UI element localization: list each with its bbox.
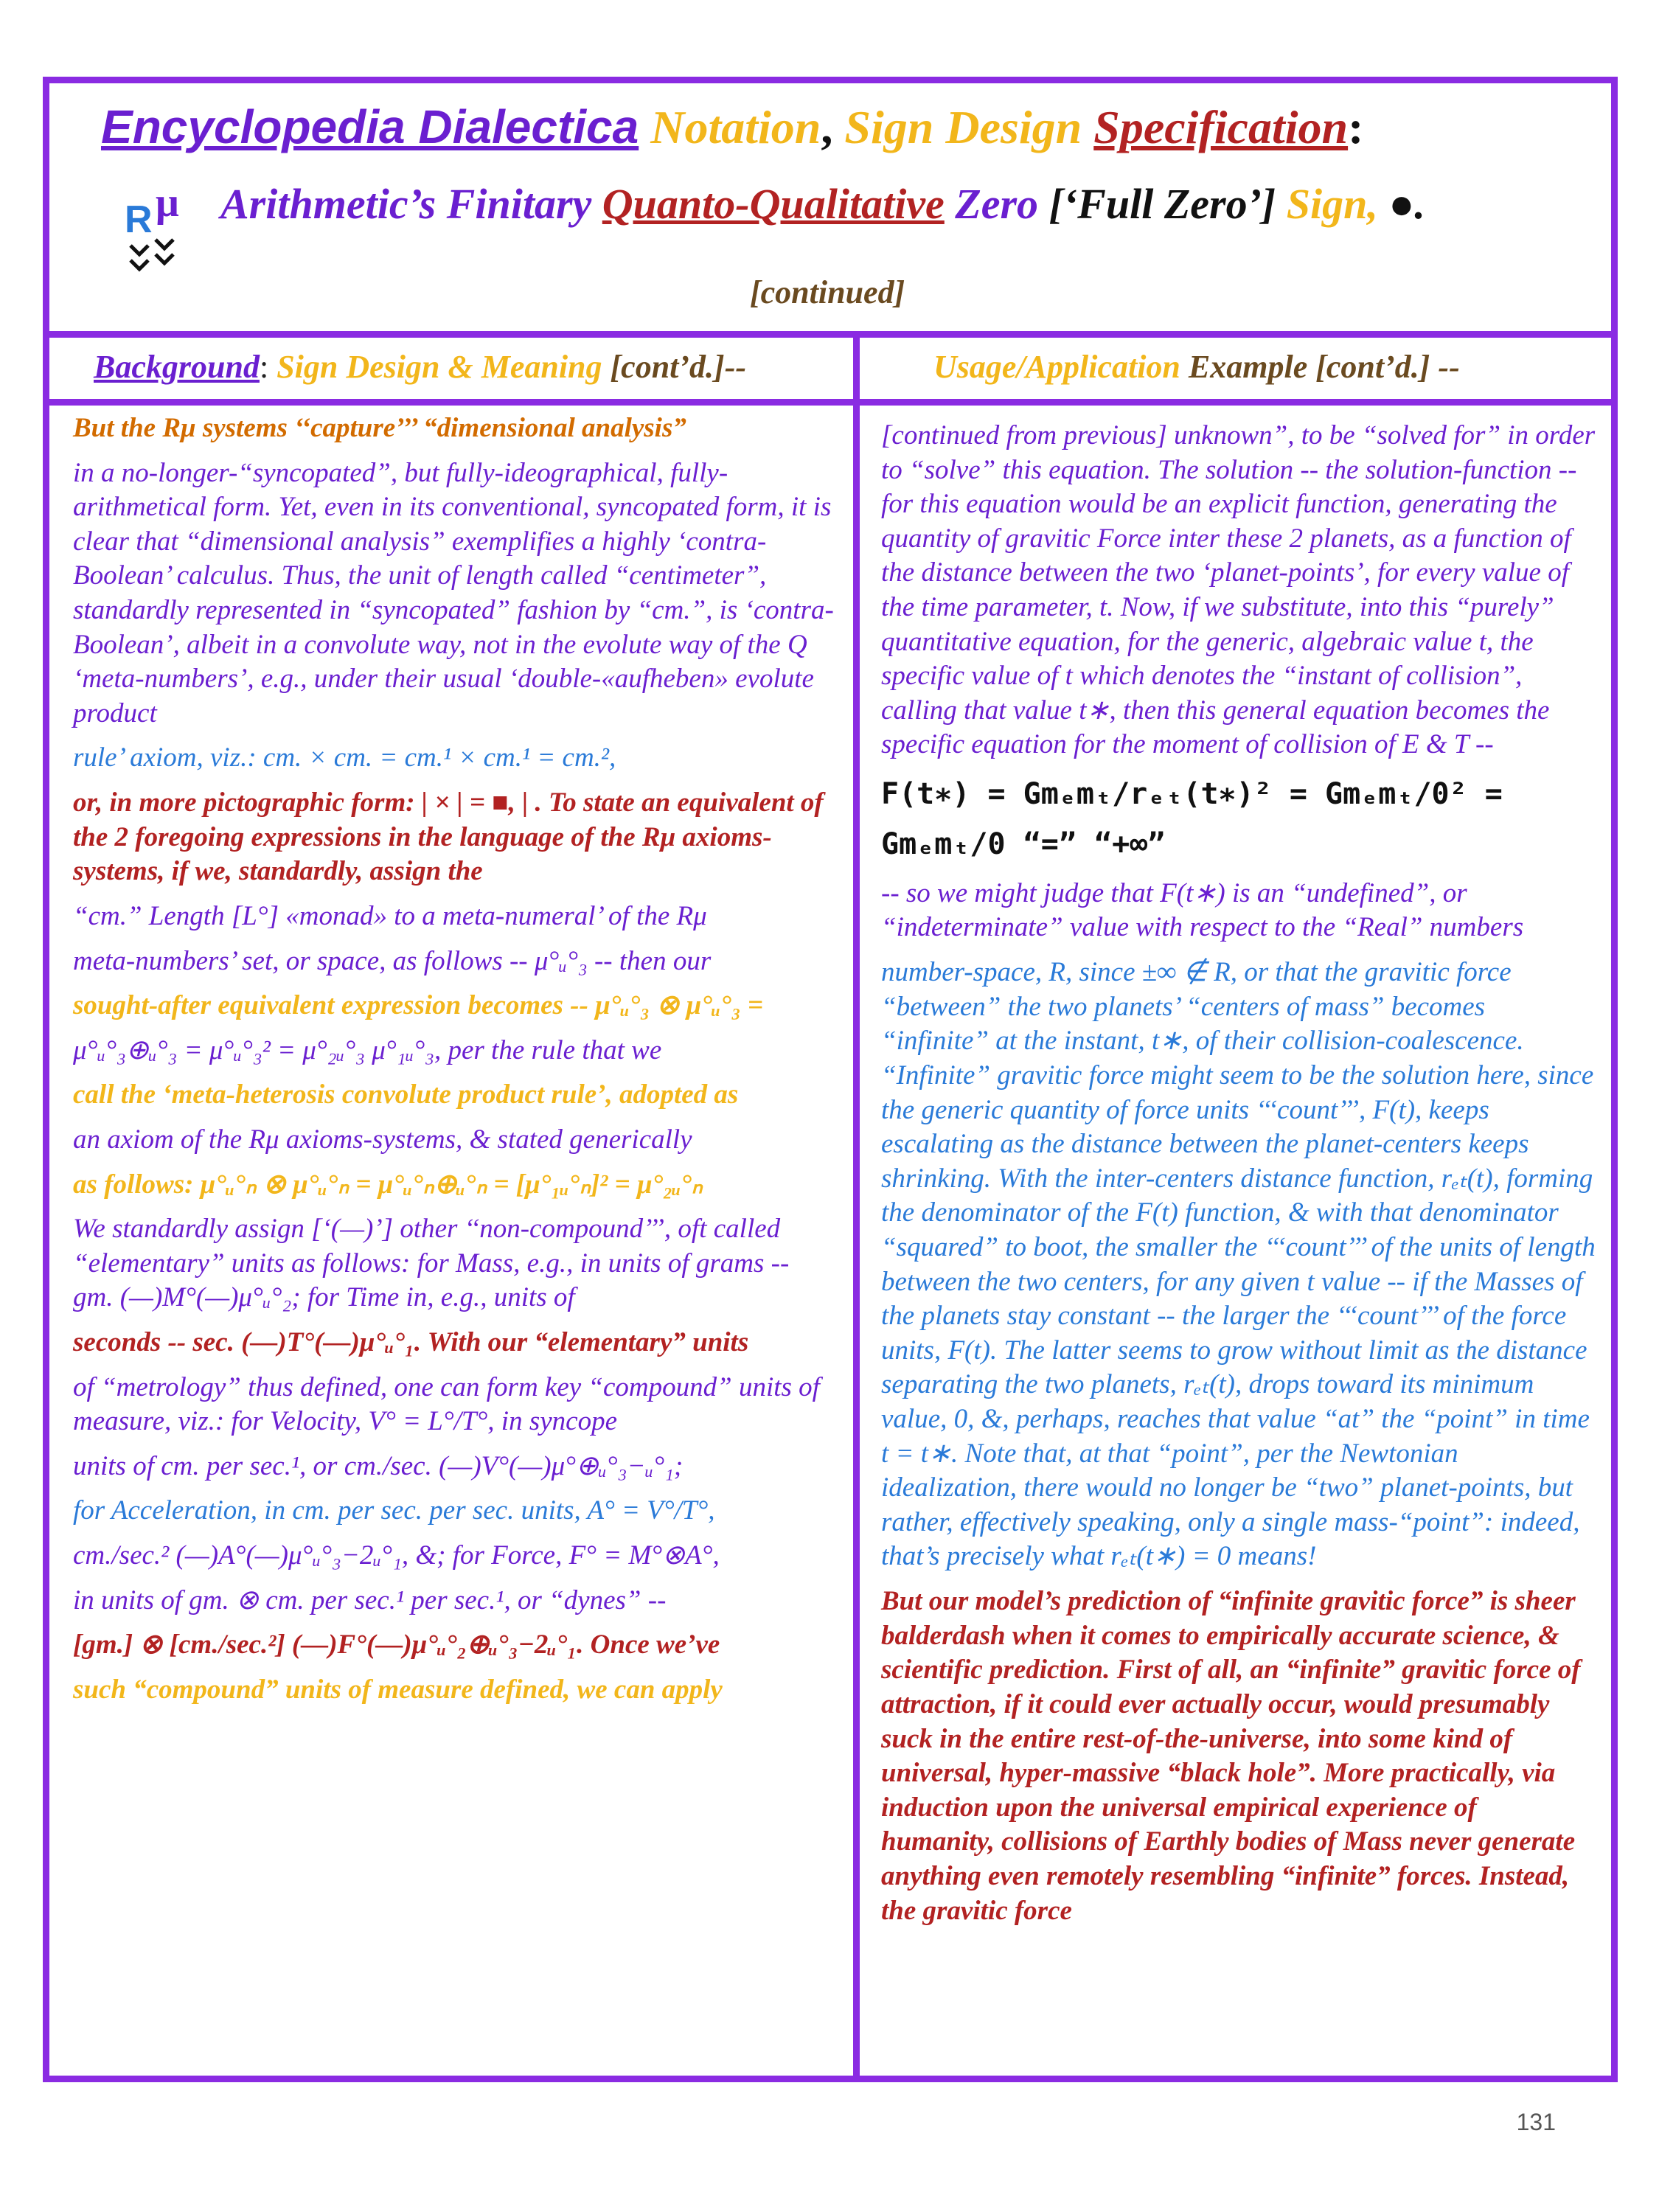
left-paragraph [73, 1123, 834, 1158]
left-paragraph [73, 1628, 834, 1663]
left-paragraph [73, 1494, 834, 1528]
right-text: [continued from previous] unknown”, to be “solved for” in order to “solve” this equation. The solution -- the solution-function -- for this equation would be an explicit function, generating the quantity of gravitic Force inter these 2 planets, as a function of the distance between the two ‘planet-points’, for every value of the time parameter, t. Now, if we substitute, into this “purely” quantitative equation, for the generic, algebraic value t, the specific value of t which denotes the “instant of collision”, calling that value t∗, then this general equation becomes the specific equation for the moment of collision of E & T -- [881, 420, 1596, 760]
right-paragraph [881, 1585, 1596, 1928]
right-text: -- so we might judge that F(t∗) is an “undefined”, or “indeterminate” value with respect to the “Real” numbers [881, 877, 1524, 943]
header-example: Example [1188, 349, 1308, 385]
right-text: But our model’s prediction of “infinite gravitic force” is sheer balderdash when it comes to empirically accurate science, & scientific prediction. First of all, an “infinite” gravitic force of attraction, if it could ever actually occur, would presumably suck in the entire rest-of-the-universe, into some kind of universal, hyper-massive “black hole”. More practically, via induction upon the universal empirical experience of humanity, collisions of Earthly bodies of Mass never generate anything even remotely resembling “infinite” forces. Instead, the gravitic force [881, 1586, 1581, 1926]
column-divider [853, 338, 860, 2076]
left-line: as follows: μ°ᵤ°ₙ ⊗ μ°ᵤ°ₙ = μ°ᵤ°ₙ⊕ᵤ°ₙ = [μ°₁ᵤ°ₙ]² = μ°₂ᵤ°ₙ [73, 1169, 703, 1200]
title-box [49, 83, 1611, 338]
collision-formula: F(t∗) = Gmₑmₜ/rₑₜ(t∗)² = Gmₑmₜ/0² = [881, 777, 1503, 812]
title-arithmetic: Arithmetic’s Finitary [220, 180, 592, 228]
right-paragraph [881, 877, 1596, 945]
left-line: rule’ axiom, viz.: cm. × cm. = cm.¹ × cm.¹ = cm.², [73, 742, 616, 773]
left-line: seconds -- sec. (—)T°(—)μ°ᵤ°₁. With our “elementary” units [73, 1327, 749, 1358]
page-number: 131 [1516, 2109, 1556, 2135]
collision-formula-2: Gmₑmₜ/0 “=” “+∞” [881, 827, 1166, 862]
left-line: But the Rμ systems ‘‘capture’’’ “dimensional analysis” [73, 413, 686, 443]
left-line: “cm.” Length [L°] «monad» to a meta-numeral’ of the Rμ [73, 900, 707, 931]
left-line: of “metrology” thus defined, one can form key “compound” units of measure, viz.: for Velocity, V° = L°/T°, in syncope [73, 1371, 820, 1437]
left-line: We standardly assign [‘(—)’] other ‘‘non-compound’’’, oft called “elementary” units as follows: for Mass, e.g., in units of grams -- gm. (—)M°(—)μ°ᵤ°₂; for Time in, e.g., units of [73, 1214, 790, 1313]
left-line: meta-numbers’ set, or space, as follows -- μ°ᵤ°₃ -- then our [73, 945, 712, 976]
left-line: units of cm. per sec.¹, or cm./sec. (—)V°(—)μ°⊕ᵤ°₃−ᵤ°₁; [73, 1450, 684, 1481]
left-line: sought-after equivalent expression becomes -- μ°ᵤ°₃ ⊗ μ°ᵤ°₃ = [73, 990, 764, 1021]
left-line: for Acceleration, in cm. per sec. per sec. units, A° = V°/T°, [73, 1495, 715, 1526]
right-column-header [860, 338, 1611, 406]
left-line: or, in more pictographic form: | × | = ■, | . To state an equivalent of the 2 foregoing expressions in the language of the Rμ axioms-systems, if we, standardly, assign the [73, 787, 824, 887]
left-line: cm./sec.² (—)A°(—)μ°ᵤ°₃−2ᵤ°₁, &; for Force, F° = M°⊗A°, [73, 1540, 720, 1571]
title-colon: : [1348, 101, 1364, 153]
right-paragraph [881, 419, 1596, 762]
left-paragraph [73, 411, 834, 446]
left-line: call the ‘meta-heterosis convolute product rule’, adopted as [73, 1079, 739, 1110]
full-zero-glyph-icon: ●. [1388, 180, 1425, 228]
left-line: in units of gm. ⊗ cm. per sec.¹ per sec.¹, or “dynes” -- [73, 1585, 667, 1615]
left-paragraph [73, 1326, 834, 1360]
r-mu-symbol-icon [123, 187, 204, 275]
header-left-contd: [cont’d.]-- [610, 349, 747, 385]
left-paragraph [73, 900, 834, 934]
left-paragraph [73, 1034, 834, 1068]
title-line-2 [220, 179, 1425, 229]
left-paragraph [73, 1078, 834, 1113]
left-line: such “compound” units of measure defined, we can apply [73, 1674, 723, 1705]
title-full-zero: [‘Full Zero’] [1048, 180, 1276, 228]
header-usage-application: Usage/Application [933, 349, 1180, 385]
title-comma: , [821, 101, 833, 153]
left-column-body [63, 411, 844, 2061]
left-paragraph [73, 1539, 834, 1573]
title-quanto-qualitative: Quanto-Qualitative [602, 180, 945, 228]
title-notation: Notation [650, 101, 821, 153]
title-continued: [continued] [750, 274, 905, 310]
title-zero: Zero [955, 180, 1039, 228]
left-paragraph [73, 741, 834, 776]
left-paragraph [73, 1673, 834, 1708]
svg-text:R: R [125, 198, 153, 241]
title-specification: Specification [1093, 101, 1349, 153]
right-column-body [869, 411, 1607, 2061]
left-column-header [49, 338, 853, 406]
left-paragraph [73, 1212, 834, 1315]
left-line: an axiom of the Rμ axioms-systems, & stated generically [73, 1124, 692, 1155]
left-line: in a no-longer-“syncopated”, but fully-ideographical, fully-arithmetical form. Yet, even in its conventional, syncopated form, it is clear that “dimensional analysis” exemplifies a highly ‘contra-Boolean’ calculus. Thus, the unit of length called “centimeter”, standardly represented in “syncopated” fashion by “cm.”, is ‘contra-Boolean’, albeit in a convolute way, not in the evolute way of the Q ‘meta-numbers’, e.g., under their usual ‘double-«aufheben» evolute product [73, 457, 834, 728]
left-paragraph [73, 1168, 834, 1203]
header-right-contd: [cont’d.] -- [1315, 349, 1460, 385]
header-sign-design-meaning: Sign Design & Meaning [276, 349, 602, 385]
title-sign: Sign, [1286, 180, 1378, 228]
left-paragraph [73, 989, 834, 1023]
title-line-1 [101, 100, 1363, 155]
left-line: μ°ᵤ°₃⊕ᵤ°₃ = μ°ᵤ°₃² = μ°₂ᵤ°₃ μ°₁ᵤ°₃, per the rule that we [73, 1034, 662, 1065]
left-line: [gm.] ⊗ [cm./sec.²] (—)F°(—)μ°ᵤ°₂⊕ᵤ°₃−2ᵤ°₁. Once we’ve [73, 1630, 720, 1660]
page-frame [43, 77, 1618, 2082]
right-paragraph [881, 956, 1596, 1574]
left-paragraph [73, 1371, 834, 1439]
left-paragraph [73, 945, 834, 979]
header-background: Background [94, 349, 260, 385]
header-colon: : [259, 349, 269, 385]
title-sign-design: Sign Design [844, 101, 1082, 153]
right-text: number-space, R, since ±∞ ∉ R, or that the gravitic force “between” the two planets’ “centers of mass” becomes “infinite” at the instant, t∗, of their collision-coalescence. “Infinite” gravitic force might seem to be the solution here, since the generic quantity of force units ‘‘‘count’’’, F(t), keeps escalating as the distance between the planet-centers keeps shrinking. With the inter-centers distance function, rₑₜ(t), forming the denominator of the F(t) function, & with that denominator “squared” to boot, the smaller the ‘‘‘count’’’ of the units of length between the two centers, for any given t value -- if the Masses of the planets stay constant -- the larger the ‘‘‘count’’’ of the force units, F(t). The latter seems to grow without limit as the distance separating the two planets, rₑₜ(t), drops toward its minimum value, 0, &, perhaps, reaches that value “at” the “point” in time t = t∗. Note that, at that “point”, per the Newtonian idealization, there would no longer be “two” planet-points, but rather, effectively speaking, only a single mass-“point”: indeed, that’s precisely what rₑₜ(t∗) = 0 means! [881, 957, 1596, 1572]
svg-text:μ: μ [156, 187, 179, 226]
left-paragraph [73, 1584, 834, 1618]
title-encyclopedia: Encyclopedia Dialectica [101, 100, 639, 153]
left-paragraph [73, 1450, 834, 1484]
left-paragraph [73, 456, 834, 731]
left-paragraph [73, 786, 834, 889]
